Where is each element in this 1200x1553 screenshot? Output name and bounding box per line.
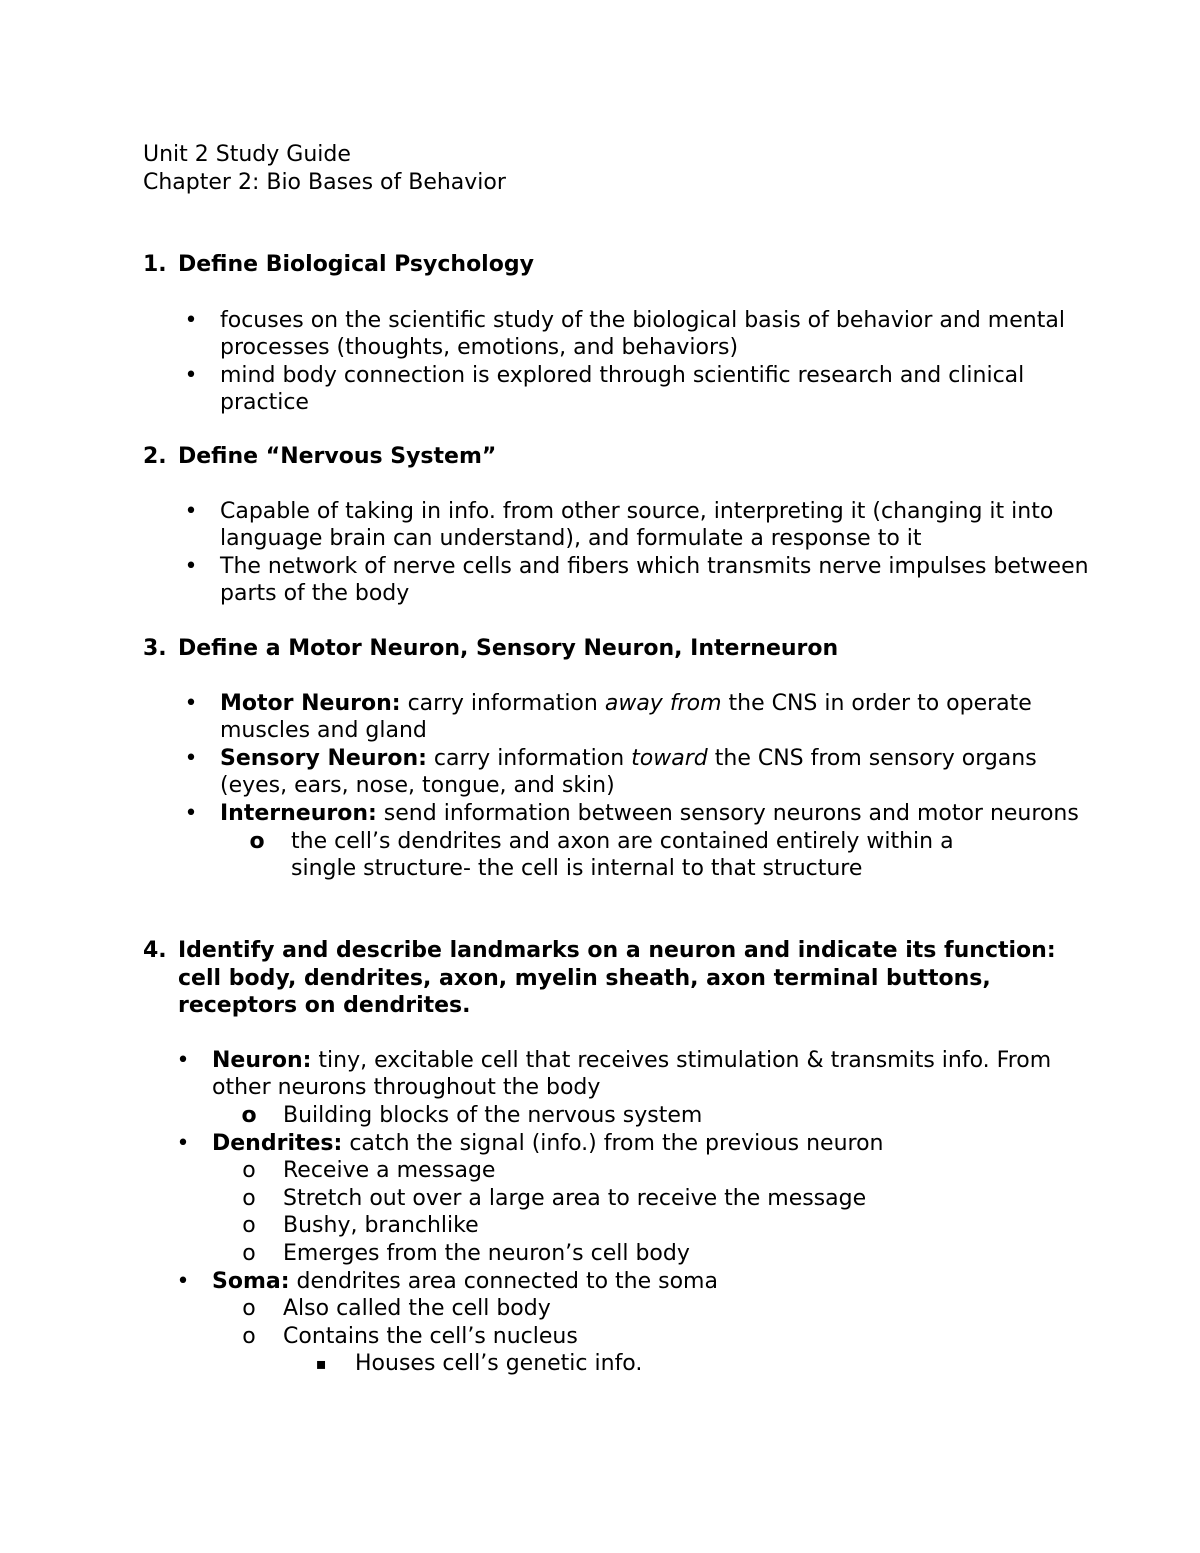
bullet-list: [177, 690, 1103, 883]
list-item-sensory-neuron: [177, 745, 1103, 800]
question-heading: [143, 251, 1103, 279]
bullet-icon: •: [184, 553, 198, 579]
sub-list-item: [237, 1323, 1103, 1351]
definition-text: carry information: [400, 690, 605, 716]
term-label: Motor Neuron:: [220, 690, 401, 716]
bullet-icon: •: [176, 1268, 190, 1294]
circle-bullet-icon: o: [242, 1240, 256, 1266]
term-label: Interneuron:: [220, 800, 377, 826]
list-item-text: Building blocks of the nervous system: [283, 1102, 703, 1128]
bullet-icon: •: [184, 307, 198, 333]
list-item-soma: [169, 1268, 1103, 1296]
question-title: Define “Nervous System”: [178, 444, 497, 469]
question-number: 2.: [143, 444, 167, 469]
bullet-icon: •: [176, 1047, 190, 1073]
sub-list-item: [245, 828, 1011, 883]
bullet-icon: •: [184, 690, 198, 716]
list-item-text: focuses on the scientific study of the biological basis of behavior and mental processes (thoughts, emotions, and behaviors): [220, 307, 1065, 361]
term-label: Soma:: [212, 1268, 290, 1294]
circle-bullet-icon: o: [242, 1213, 256, 1239]
list-item-text: Stretch out over a large area to receive the message: [283, 1185, 867, 1211]
list-item: [177, 307, 1103, 362]
term-label: Sensory Neuron:: [220, 745, 427, 771]
question-title: Identify and describe landmarks on a neuron and indicate its function: cell body, dendrites, axon, myelin sheath, axon terminal buttons, receptors on dendrites.: [178, 938, 1056, 1019]
question-title: Define a Motor Neuron, Sensory Neuron, Interneuron: [178, 636, 839, 661]
sub-list-item: [237, 1102, 1103, 1130]
circle-bullet-icon: o: [242, 1296, 256, 1322]
list-item-text: Contains the cell’s nucleus: [283, 1323, 578, 1349]
definition-text: dendrites area connected to the soma: [289, 1268, 718, 1294]
question-heading: [143, 937, 1103, 1020]
list-item-text: Receive a message: [283, 1158, 496, 1184]
list-item-text: Houses cell’s genetic info.: [355, 1351, 643, 1377]
circle-bullet-icon: o: [249, 828, 265, 854]
definition-text: catch the signal (info.) from the previous neuron: [342, 1130, 884, 1156]
question-2: [143, 443, 1103, 608]
term-label: Neuron:: [212, 1047, 312, 1073]
list-item-text: Capable of taking in info. from other source, interpreting it (changing it into language brain can understand), and formulate a response to it: [220, 498, 1054, 552]
list-item-interneuron: [177, 800, 1103, 828]
sub-list-item: [237, 1157, 1103, 1185]
question-title: Define Biological Psychology: [178, 252, 534, 277]
question-heading: [143, 443, 1103, 471]
emphasis-text: away from: [604, 690, 722, 716]
list-item-neuron: [169, 1047, 1103, 1102]
circle-bullet-icon: o: [241, 1102, 257, 1128]
bullet-list: [169, 1047, 1103, 1378]
sub-list-item: [237, 1295, 1103, 1323]
term-label: Dendrites:: [212, 1130, 343, 1156]
bullet-list: [177, 307, 1103, 417]
sub-list-item: [237, 1212, 1103, 1240]
list-item: [177, 498, 1103, 553]
circle-bullet-icon: o: [242, 1323, 256, 1349]
definition-text: the CNS from sensory organs (eyes, ears, nose, tongue, and skin): [220, 745, 1037, 799]
question-heading: [143, 635, 1103, 663]
definition-text: tiny, excitable cell that receives stimulation & transmits info. From other neurons throughout the body: [212, 1047, 1052, 1101]
circle-bullet-icon: o: [242, 1185, 256, 1211]
list-item-text: Bushy, branchlike: [283, 1213, 479, 1239]
sub-list-item: [237, 1240, 1103, 1268]
question-number: 1.: [143, 252, 167, 277]
bullet-icon: •: [176, 1130, 190, 1156]
list-item-dendrites: [169, 1130, 1103, 1158]
list-item-text: mind body connection is explored through scientific research and clinical practice: [220, 362, 1025, 416]
list-item-text: Emerges from the neuron’s cell body: [283, 1240, 690, 1266]
question-3: [143, 635, 1103, 883]
question-number: 4.: [143, 938, 167, 963]
list-item-text: the cell’s dendrites and axon are contained entirely within a single structure- the cell is internal to that structure: [291, 828, 954, 882]
question-number: 3.: [143, 636, 167, 661]
list-item-text: The network of nerve cells and fibers which transmits nerve impulses between parts of the body: [220, 553, 1089, 607]
list-item: [177, 362, 1103, 417]
chapter-title: Chapter 2: Bio Bases of Behavior: [143, 169, 506, 195]
square-bullet-icon: ▪: [315, 1354, 327, 1374]
sub-sub-list-item: [309, 1350, 1103, 1378]
list-item: [177, 553, 1103, 608]
emphasis-text: toward: [631, 745, 708, 771]
list-item-motor-neuron: [177, 690, 1103, 745]
bullet-list: [177, 498, 1103, 608]
bullet-icon: •: [184, 800, 198, 826]
question-4: [143, 937, 1103, 1378]
bullet-icon: •: [184, 498, 198, 524]
document-header: [143, 141, 506, 196]
definition-text: send information between sensory neurons and motor neurons: [376, 800, 1079, 826]
definition-text: carry information: [426, 745, 632, 771]
sub-list-item: [237, 1185, 1103, 1213]
bullet-icon: •: [184, 745, 198, 771]
list-item-text: Also called the cell body: [283, 1296, 551, 1322]
definition-text: the CNS in order to operate muscles and gland: [220, 690, 1032, 744]
document-title: Unit 2 Study Guide: [143, 142, 351, 167]
question-1: [143, 251, 1103, 417]
circle-bullet-icon: o: [242, 1158, 256, 1184]
bullet-icon: •: [184, 362, 198, 388]
